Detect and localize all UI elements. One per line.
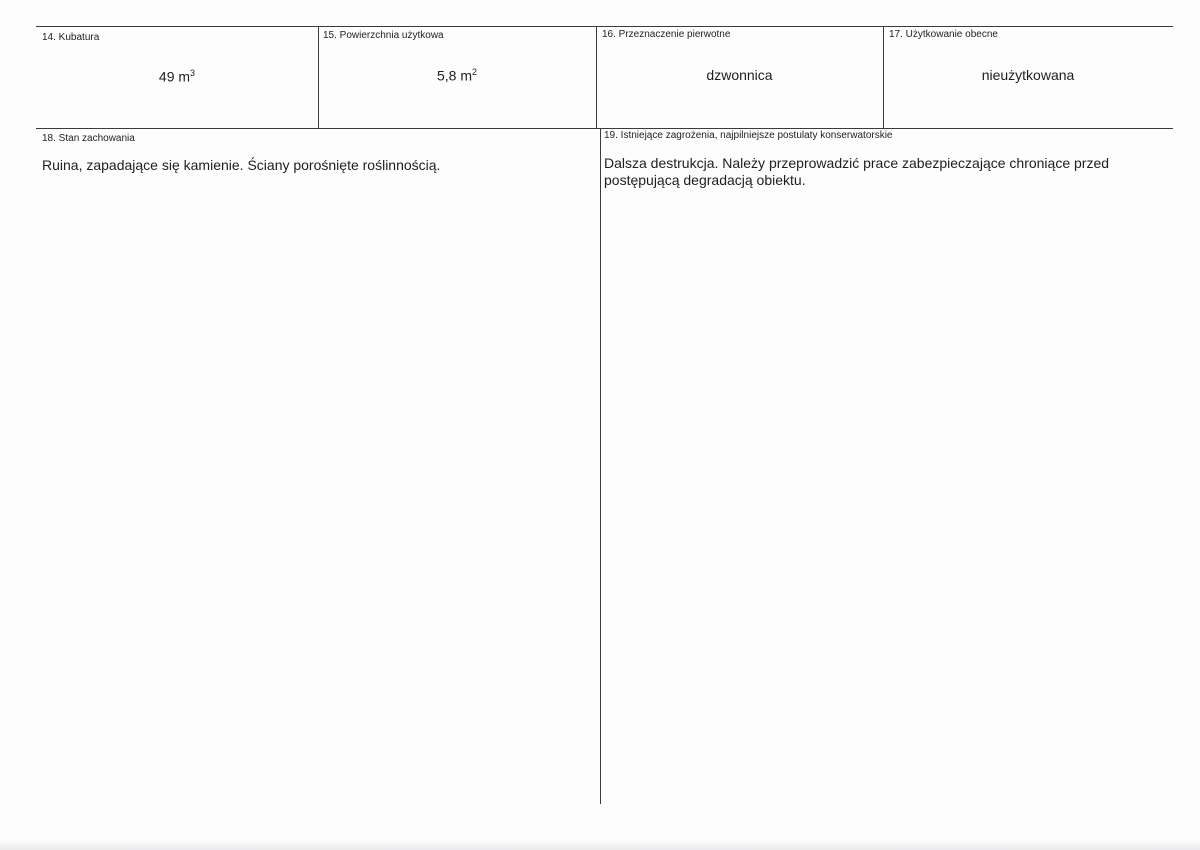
row-divider-line xyxy=(36,128,1173,129)
field-value-przeznaczenie: dzwonnica xyxy=(706,67,773,83)
kubatura-unit-superscript: 3 xyxy=(190,68,196,78)
field-label-kubatura: 14. Kubatura xyxy=(42,32,100,43)
field-value-kubatura xyxy=(36,68,318,85)
field-label-stan-zachowania: 18. Stan zachowania xyxy=(42,133,135,144)
powierzchnia-value-text: 5,8 m xyxy=(436,67,472,84)
field-label-uzytkowanie: 17. Użytkowanie obecne xyxy=(889,29,998,40)
field-label-przeznaczenie: 16. Przeznaczenie pierwotne xyxy=(602,29,731,40)
scan-edge-shade xyxy=(0,840,1200,850)
kubatura-value-text: 49 m xyxy=(158,68,191,85)
field-text-stan-zachowania: Ruina, zapadające się kamienie. Ściany porośnięte roślinnością. xyxy=(42,157,441,173)
field-text-zagrozenia: Dalsza destrukcja. Należy przeprowadzić prace zabezpieczające chroniące przed postępującą degradacją obiektu. xyxy=(604,155,1110,188)
powierzchnia-unit-superscript: 2 xyxy=(472,67,478,77)
top-border-line xyxy=(36,26,1173,27)
field-value-powierzchnia xyxy=(318,67,596,84)
column-divider-19 xyxy=(600,128,601,804)
field-value-uzytkowanie: nieużytkowana xyxy=(981,67,1075,83)
field-label-zagrozenia: 19. Istniejące zagrożenia, najpilniejsze postulaty konserwatorskie xyxy=(604,130,893,141)
field-label-powierzchnia: 15. Powierzchnia użytkowa xyxy=(323,30,444,41)
